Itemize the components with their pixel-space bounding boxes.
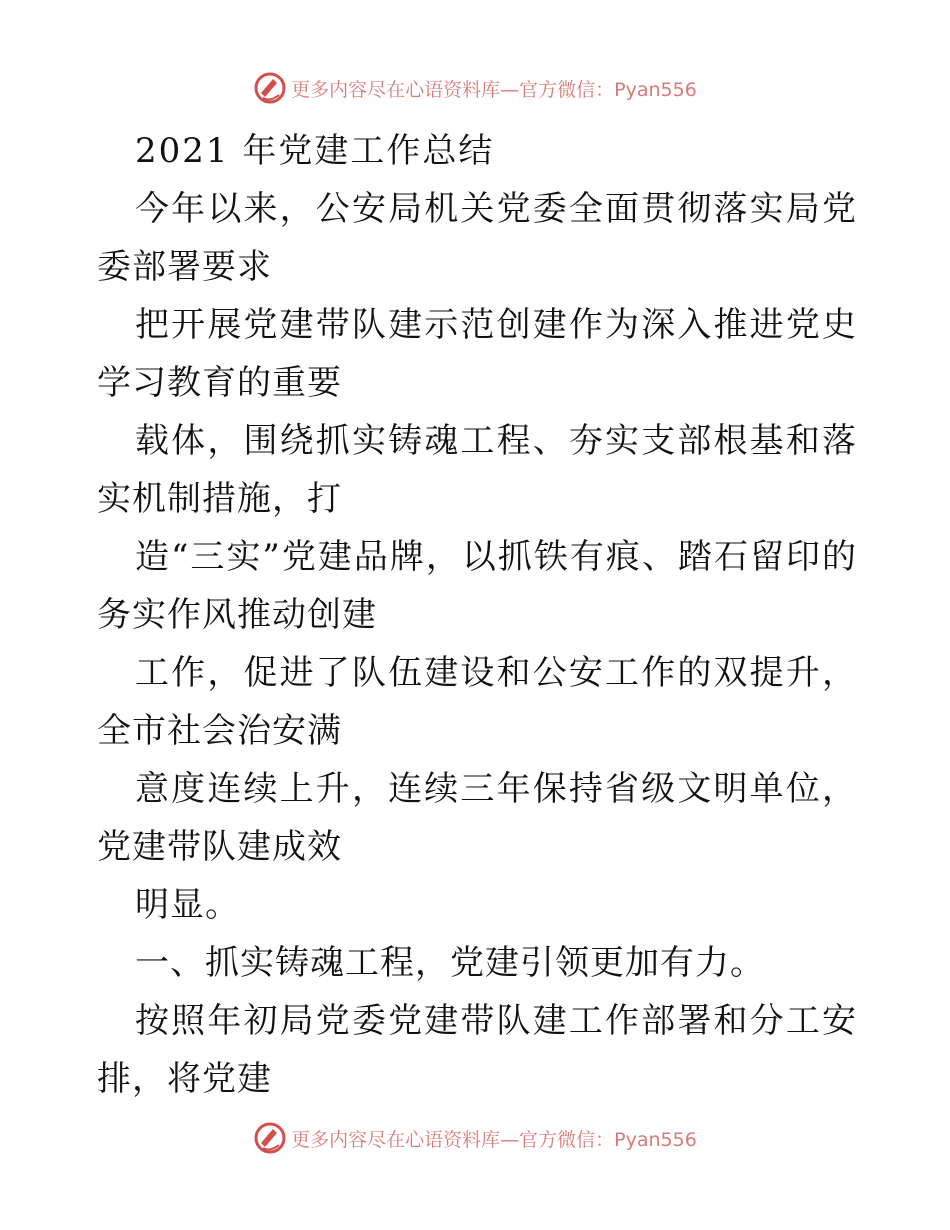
paragraph: 工作，促进了队伍建设和公安工作的双提升，全市社会治安满	[97, 653, 857, 751]
section-heading: 一、抓实铸魂工程，党建引领更加有力。	[135, 943, 765, 983]
paragraph: 意度连续上升，连续三年保持省级文明单位，党建带队建成效	[97, 769, 857, 867]
paragraph: 明显。	[135, 885, 240, 925]
paragraph: 今年以来，公安局机关党委全面贯彻落实局党委部署要求	[97, 189, 857, 287]
paragraph: 造“三实”党建品牌，以抓铁有痕、踏石留印的务实作风推动创建	[97, 537, 857, 635]
watermark-header	[0, 68, 950, 108]
paragraph: 把开展党建带队建示范创建作为深入推进党史学习教育的重要	[97, 305, 857, 403]
document-body	[97, 122, 857, 1108]
watermark-text: 更多内容尽在心语资料库—官方微信：Pyan556	[291, 78, 697, 101]
watermark-logo-icon	[253, 1121, 287, 1155]
paragraph: 载体，围绕抓实铸魂工程、夯实支部根基和落实机制措施，打	[97, 421, 857, 519]
watermark-footer	[0, 1118, 950, 1158]
watermark-logo-icon	[253, 71, 287, 105]
document-title: 2021 年党建工作总结	[135, 131, 495, 171]
watermark-text: 更多内容尽在心语资料库—官方微信：Pyan556	[291, 1128, 697, 1151]
paragraph: 按照年初局党委党建带队建工作部署和分工安排，将党建	[97, 1001, 857, 1099]
